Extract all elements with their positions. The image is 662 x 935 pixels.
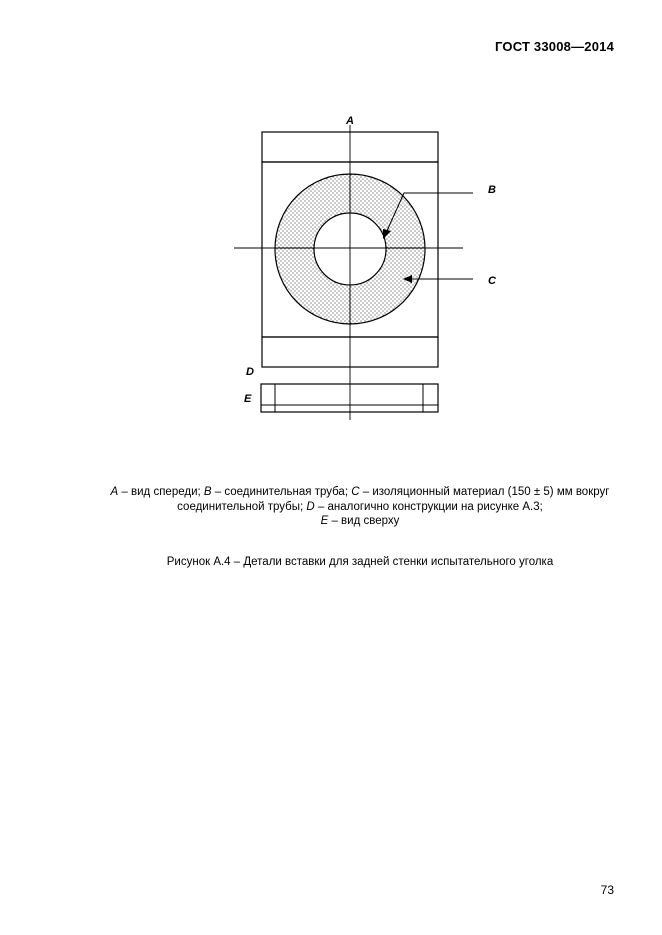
label-d: D [246, 366, 254, 378]
label-c: C [488, 275, 496, 287]
legend-text-continued: соединительной трубы; [177, 500, 307, 513]
legend-key-b: B [203, 486, 212, 498]
legend-line-2 [70, 500, 650, 515]
figure-legend [70, 485, 650, 529]
legend-key-d: D [306, 500, 315, 513]
legend-key-e: E [320, 515, 329, 527]
document-number: ГОСТ 33008—2014 [495, 39, 614, 54]
legend-text-d: – аналогично конструкции на рисунке А.3; [314, 500, 543, 513]
page-number: 73 [600, 883, 614, 897]
legend-text-e: – вид сверху [328, 515, 400, 527]
label-e: E [244, 393, 252, 405]
legend-text-a: – вид спереди; [118, 486, 204, 498]
label-b: B [488, 184, 496, 196]
figure-caption: Рисунок А.4 – Детали вставки для задней стенки испытательного уголка [166, 556, 554, 568]
legend-line-1 [70, 485, 650, 500]
legend-text-c: – изоляционный материал (150 ± 5) мм вокруг [359, 486, 610, 498]
legend-key-c: C [351, 486, 360, 498]
legend-line-3 [70, 514, 650, 529]
label-a: A [346, 115, 354, 127]
top-view-outline [261, 384, 438, 412]
legend-text-b: – соединительная труба; [211, 486, 352, 498]
legend-key-a: A [110, 486, 119, 498]
